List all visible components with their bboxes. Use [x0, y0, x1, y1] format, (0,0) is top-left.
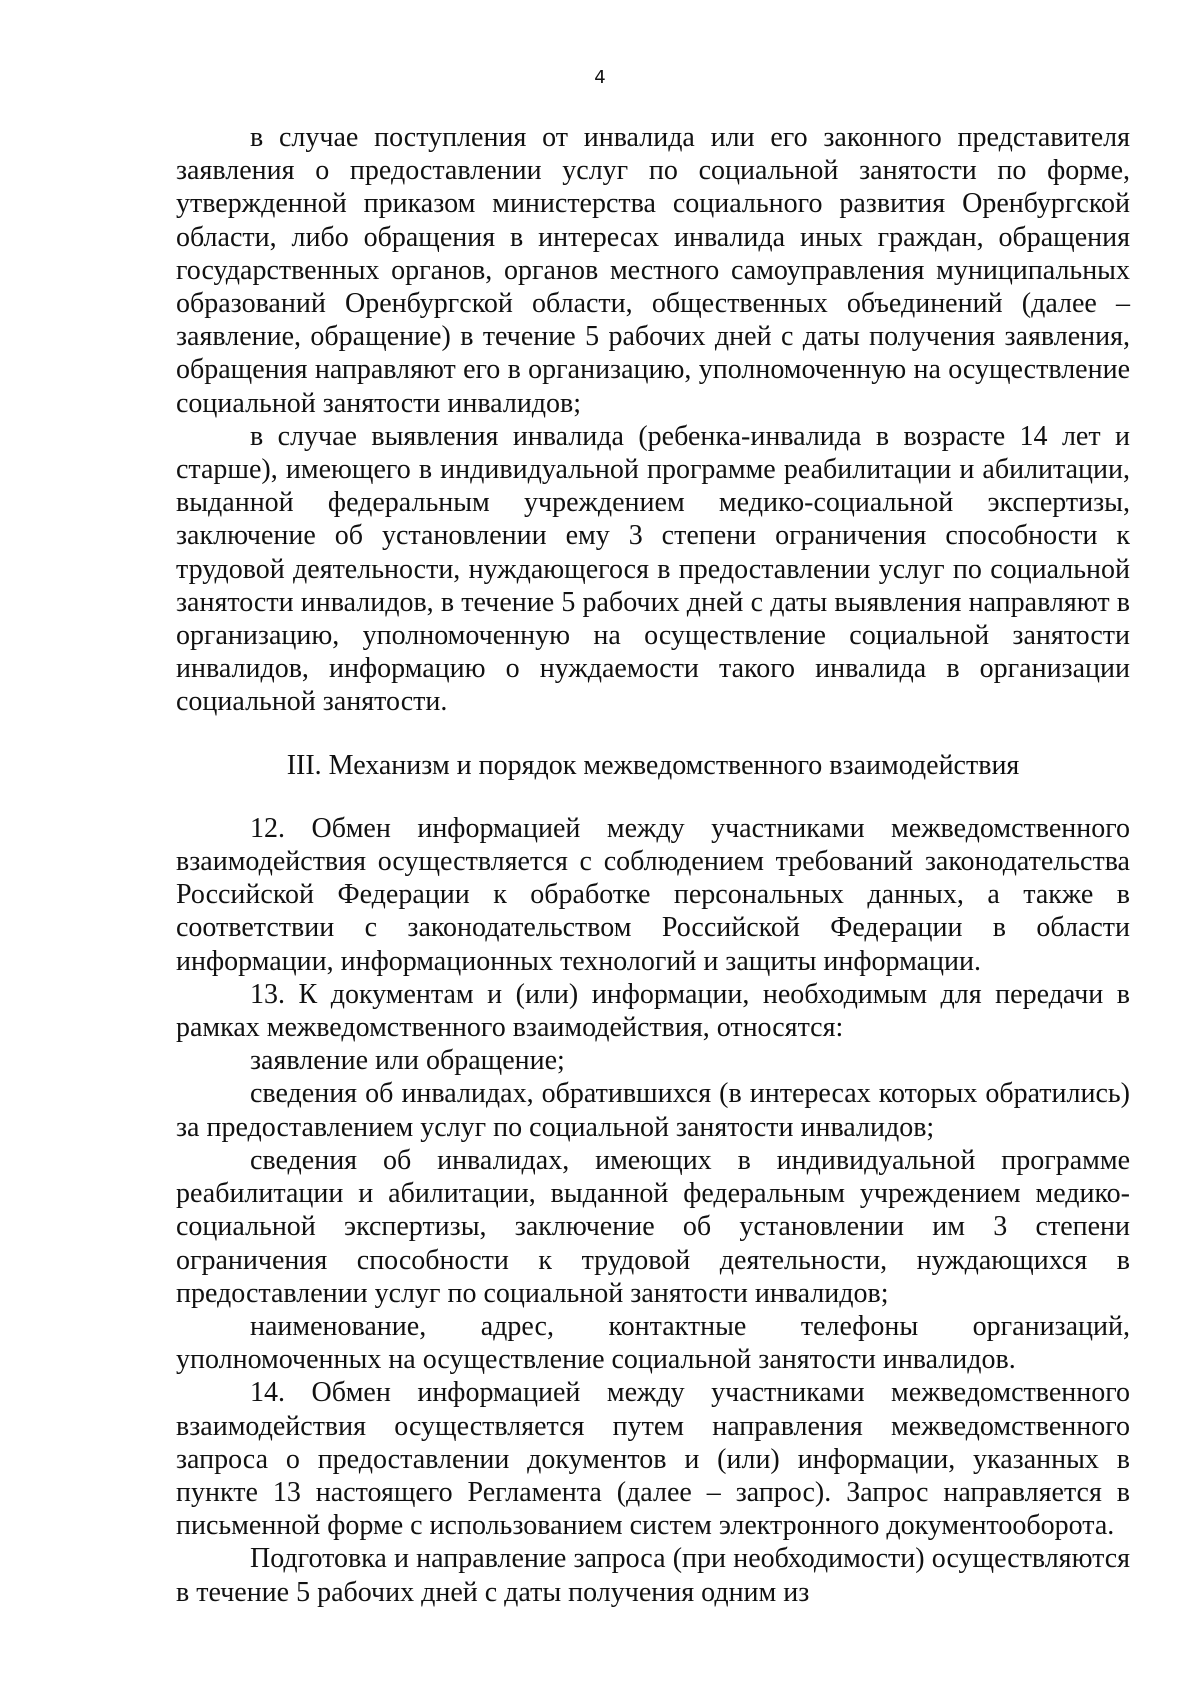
paragraph-item-14: 14. Обмен информацией между участниками межведомственного взаимодействия осуществляется путем направления межведомственного запроса о предоставлении документов и (или) информации, указанных в пункте 13 настоящего Регламента (далее – запрос). Запрос направляется в письменной форме с использованием систем электронного документооборота.	[176, 1377, 1130, 1542]
section-heading: III. Механизм и порядок межведомственного взаимодействия	[286, 749, 1020, 781]
paragraph-disabled-person-identified: в случае выявления инвалида (ребенка-инвалида в возрасте 14 лет и старше), имеющего в индивидуальной программе реабилитации и абилитации, выданной федеральным учреждением медико-социальной экспертизы, заключение об установлении ему 3 степени ограничения способности к трудовой деятельности, нуждающегося в предоставлении услуг по социальной занятости инвалидов, в течение 5 рабочих дней с даты выявления направляют в организацию, уполномоченную на осуществление социальной занятости инвалидов, информацию о нуждаемости такого инвалида в организации социальной занятости.	[176, 420, 1130, 718]
page-number: 4	[594, 67, 606, 88]
paragraph-item-12: 12. Обмен информацией между участниками межведомственного взаимодействия осуществляется с соблюдением требований законодательства Российской Федерации к обработке персональных данных, а также в соответствии с законодательством Российской Федерации в области информации, информационных технологий и защиты информации.	[176, 812, 1130, 977]
paragraph-application-or-request: заявление или обращение;	[250, 1045, 565, 1077]
paragraph-organizations-contacts: наименование, адрес, контактные телефоны организаций, уполномоченных на осуществление социальной занятости инвалидов.	[176, 1310, 1130, 1376]
paragraph-application-received: в случае поступления от инвалида или его законного представителя заявления о предоставлении услуг по социальной занятости по форме, утвержденной приказом министерства социального развития Оренбургской области, либо обращения в интересах инвалида иных граждан, обращения государственных органов, органов местного самоуправления муниципальных образований Оренбургской области, общественных объединений (далее – заявление, обращение) в течение 5 рабочих дней с даты получения заявления, обращения направляют его в организацию, уполномоченную на осуществление социальной занятости инвалидов;	[176, 122, 1130, 419]
paragraph-applicants-info: сведения об инвалидах, обратившихся (в интересах которых обратились) за предоставлением услуг по социальной занятости инвалидов;	[176, 1078, 1130, 1143]
document-body	[176, 121, 1130, 1609]
paragraph-item-13: 13. К документам и (или) информации, необходимым для передачи в рамках межведомственного взаимодействия, относятся:	[176, 978, 1130, 1044]
paragraph-request-preparation: Подготовка и направление запроса (при необходимости) осуществляются в течение 5 рабочих дней с даты получения одним из	[176, 1543, 1130, 1608]
paragraph-identified-disabled-info: сведения об инвалидах, имеющих в индивидуальной программе реабилитации и абилитации, выданной федеральным учреждением медико-социальной экспертизы, заключение об установлении им 3 степени ограничения способности к трудовой деятельности, нуждающихся в предоставлении услуг по социальной занятости инвалидов;	[176, 1144, 1130, 1309]
